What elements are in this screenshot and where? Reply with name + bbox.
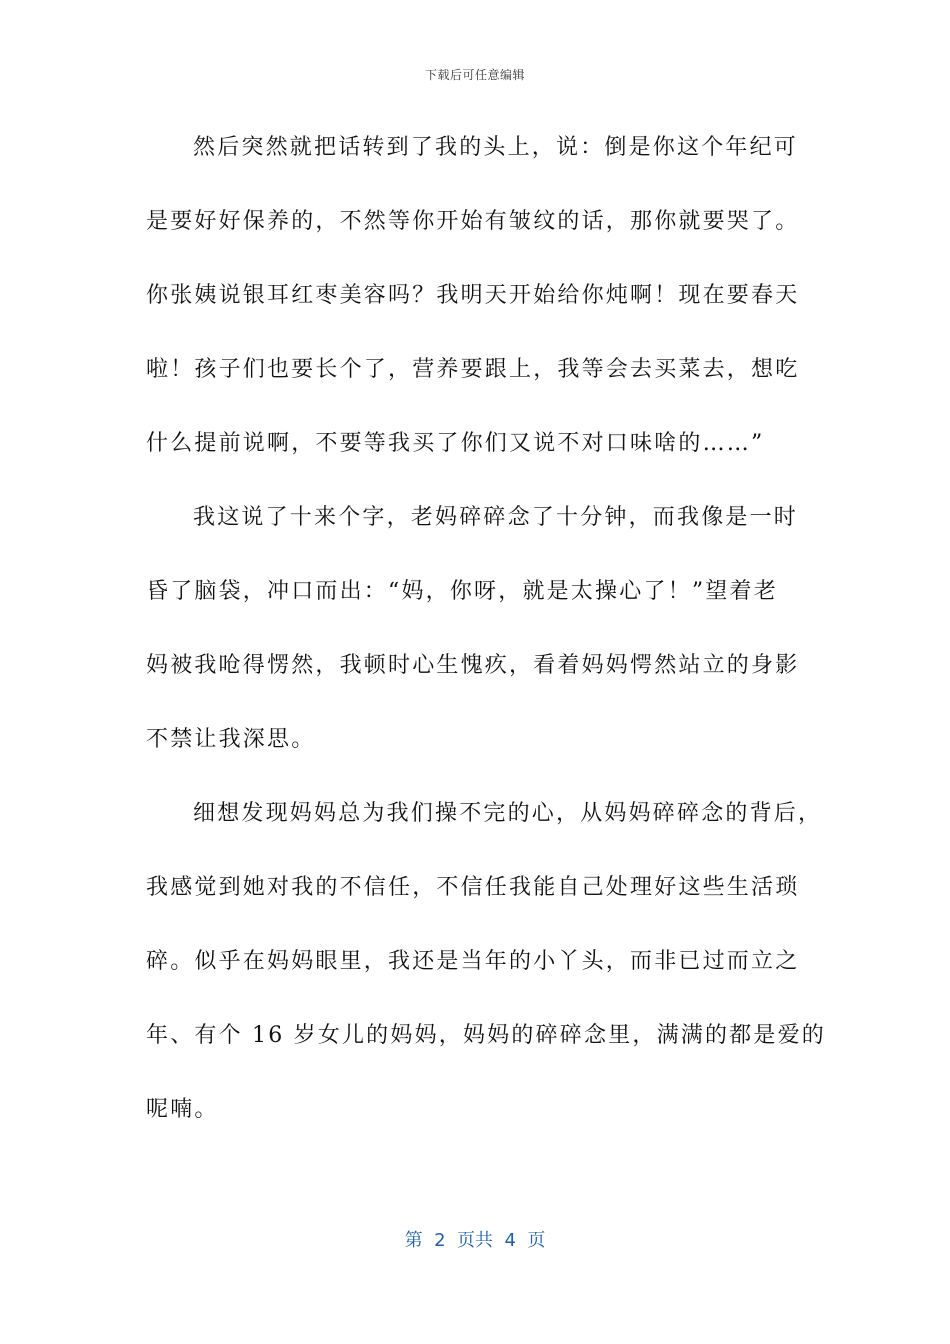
paragraph-3-line-2: 我感觉到她对我的不信任，不信任我能自己处理好这些生活琐 — [146, 875, 800, 900]
paragraph-1-line-2: 是要好好保养的，不然等你开始有皱纹的话，那你就要哭了。 — [146, 209, 800, 234]
paragraph-1-line-1: 然后突然就把话转到了我的头上，说：倒是你这个年纪可 — [193, 135, 799, 160]
paragraph-1-line-3: 你张姨说银耳红枣美容吗？我明天开始给你炖啊！现在要春天 — [146, 283, 800, 308]
paragraph-3-line-4: 年、有个 16 岁女儿的妈妈，妈妈的碎碎念里，满满的都是爱的 — [146, 1023, 826, 1048]
paragraph-2-line-1: 我这说了十来个字，老妈碎碎念了十分钟，而我像是一时 — [193, 505, 799, 530]
paragraph-2-line-2: 昏了脑袋，冲口而出：“妈，你呀，就是太操心了！”望着老 — [146, 579, 778, 604]
paragraph-2-line-3: 妈被我呛得愣然，我顿时心生愧疚，看着妈妈愕然站立的身影 — [146, 653, 800, 678]
page-number-footer: 第 2 页共 4 页 — [404, 1230, 546, 1251]
paragraph-3-line-5: 呢喃。 — [146, 1097, 219, 1122]
paragraph-3-line-1: 细想发现妈妈总为我们操不完的心，从妈妈碎碎念的背后， — [193, 801, 823, 826]
paragraph-2-line-4: 不禁让我深思。 — [146, 727, 316, 752]
page-header: 下载后可任意编辑 — [424, 68, 525, 82]
document-body — [146, 126, 826, 1162]
paragraph-1-line-4: 啦！孩子们也要长个了，营养要跟上，我等会去买菜去，想吃 — [146, 357, 800, 382]
paragraph-1-line-5: 什么提前说啊，不要等我买了你们又说不对口味啥的……” — [146, 431, 765, 456]
paragraph-3-line-3: 碎。似乎在妈妈眼里，我还是当年的小丫头，而非已过而立之 — [146, 949, 800, 974]
